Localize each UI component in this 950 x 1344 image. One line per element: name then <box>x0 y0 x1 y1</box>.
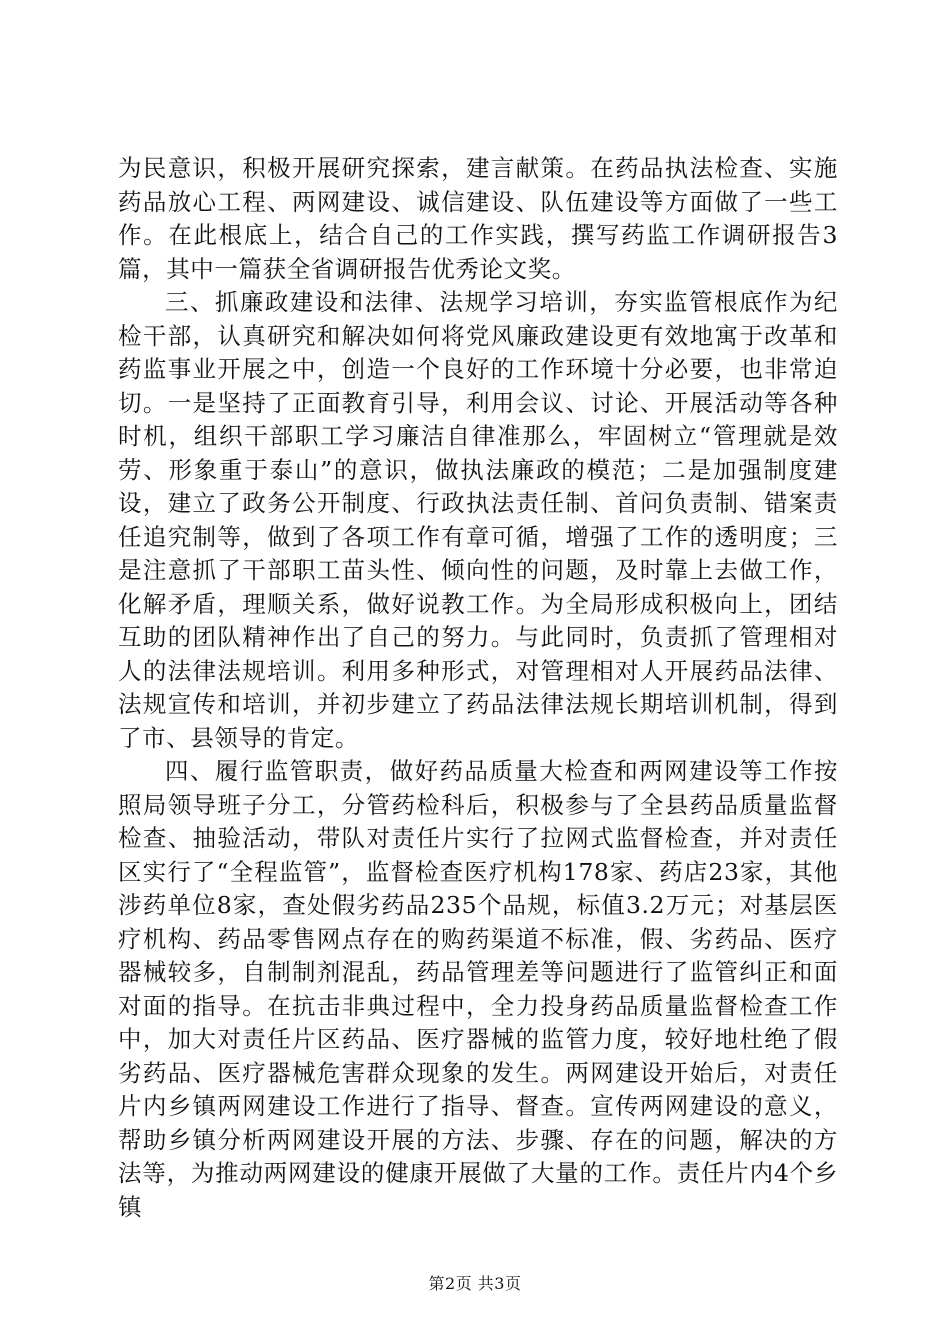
paragraph-section-three: 三、抓廉政建设和法律、法规学习培训，夯实监管根底作为纪检干部，认真研究和解决如何将党风廉政建设更有效地寓于改革和药监事业开展之中，创造一个良好的工作环境十分必要，也非常迫切。一是坚持了正面教育引导，利用会议、讨论、开展活动等各种时机，组织干部职工学习廉洁自律准那么，牢固树立“管理就是效劳、形象重于泰山”的意识，做执法廉政的模范；二是加强制度建设，建立了政务公开制度、行政执法责任制、首问负责制、错案责任追究制等，做到了各项工作有章可循，增强了工作的透明度；三是注意抓了干部职工苗头性、倾向性的问题，及时靠上去做工作，化解矛盾，理顺关系，做好说教工作。为全局形成积极向上，团结互助的团队精神作出了自己的努力。与此同时，负责抓了管理相对人的法律法规培训。利用多种形式，对管理相对人开展药品法律、法规宣传和培训，并初步建立了药品法律法规长期培训机制，得到了市、县领导的肯定。 <box>118 288 838 752</box>
paragraph-section-four: 四、履行监管职责，做好药品质量大检查和两网建设等工作按照局领导班子分工，分管药检科后，积极参与了全县药品质量监督检查、抽验活动，带队对责任片实行了拉网式监督检查，并对责任区实行了“全程监管”，监督检查医疗机构178家、药店23家，其他涉药单位8家，查处假劣药品235个品规，标值3.2万元；对基层医疗机构、药品零售网点存在的购药渠道不标准，假、劣药品、医疗器械较多，自制制剂混乱，药品管理差等问题进行了监管纠正和面对面的指导。在抗击非典过程中，全力投身药品质量监督检查工作中，加大对责任片区药品、医疗器械的监管力度，较好地杜绝了假劣药品、医疗器械危害群众现象的发生。两网建设开始后，对责任片内乡镇两网建设工作进行了指导、督查。宣传两网建设的意义，帮助乡镇分析两网建设开展的方法、步骤、存在的问题，解决的方法等，为推动两网建设的健康开展做了大量的工作。责任片内4个乡镇 <box>118 757 838 1221</box>
paragraph-continuation: 为民意识，积极开展研究探索，建言献策。在药品执法检查、实施药品放心工程、两网建设、诚信建设、队伍建设等方面做了一些工作。在此根底上，结合自己的工作实践，撰写药监工作调研报告3篇，其中一篇获全省调研报告优秀论文奖。 <box>118 154 838 283</box>
page-footer: 第2页 共3页 <box>428 1274 522 1293</box>
document-body <box>118 152 838 1224</box>
